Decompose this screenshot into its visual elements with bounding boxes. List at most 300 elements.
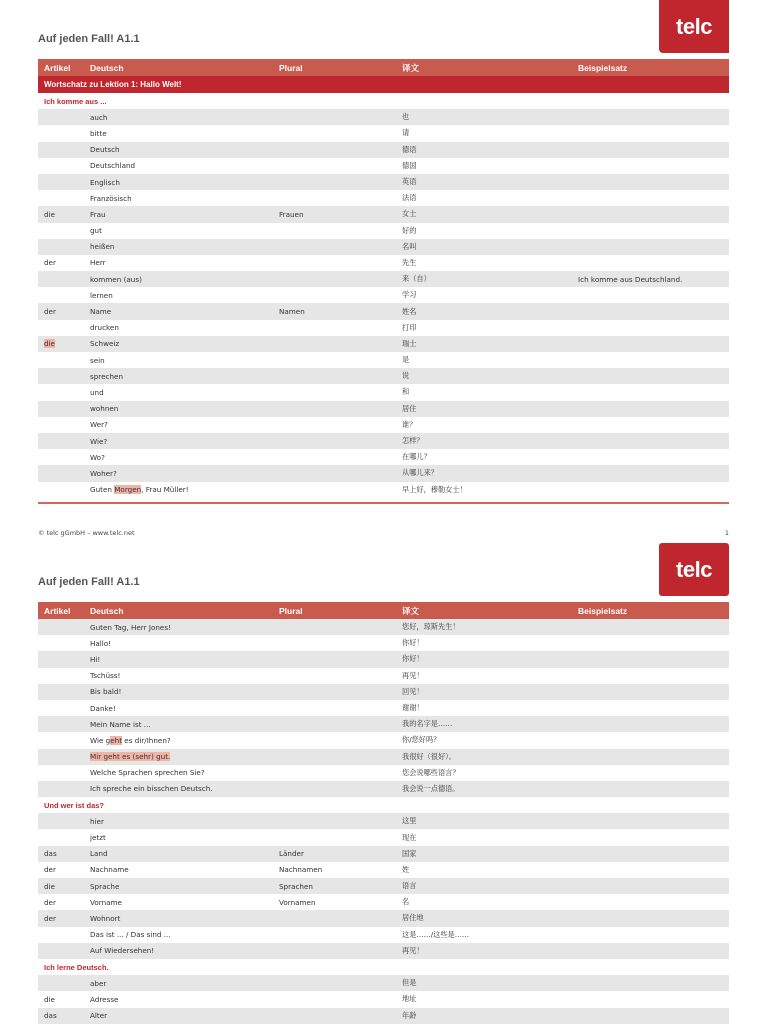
- cell-translation: 说: [396, 368, 572, 384]
- cell-translation: 国家: [396, 846, 572, 862]
- cell-deutsch: lernen: [90, 290, 113, 300]
- cell-plural: [273, 352, 396, 368]
- cell-beispielsatz: [572, 635, 729, 651]
- cell-text: Wie g: [90, 735, 111, 745]
- table-row: [38, 668, 729, 684]
- cell-beispielsatz: [572, 449, 729, 465]
- cell-translation: 谢谢！: [402, 703, 424, 713]
- cell-plural: Nachnamen: [279, 865, 323, 875]
- cell-plural: [273, 125, 396, 141]
- table-row: [38, 684, 729, 700]
- cell-artikel: [38, 125, 84, 141]
- cell-artikel: [38, 482, 84, 498]
- cell-deutsch: Danke!: [90, 703, 116, 713]
- header-deutsch: Deutsch: [84, 602, 273, 619]
- cell-artikel: das: [38, 1008, 84, 1024]
- table-header: [38, 59, 729, 76]
- cell-translation: 再见！: [396, 943, 572, 959]
- cell-translation: 女士: [396, 206, 572, 222]
- cell-beispielsatz: [572, 829, 729, 845]
- cell-deutsch: Hi!: [84, 651, 273, 667]
- cell-artikel: [38, 700, 84, 716]
- table-row: [38, 732, 729, 748]
- cell-plural: [273, 700, 396, 716]
- cell-translation: 英语: [396, 174, 572, 190]
- cell-plural: [273, 765, 396, 781]
- cell-plural: [273, 190, 396, 206]
- cell-beispielsatz: [572, 910, 729, 926]
- cell-translation: 我很好（很好）。: [396, 749, 572, 765]
- cell-plural: [273, 991, 396, 1007]
- cell-artikel: [38, 223, 84, 239]
- cell-deutsch: hier: [84, 813, 273, 829]
- cell-translation: 学习: [402, 290, 417, 300]
- cell-artikel: der: [38, 303, 84, 319]
- cell-deutsch: sein: [90, 355, 105, 365]
- cell-translation: 姓名: [396, 303, 572, 319]
- cell-deutsch: Guten Tag, Herr Jones!: [84, 619, 273, 635]
- cell-deutsch: Nachname: [90, 865, 129, 875]
- table-row: [38, 846, 729, 862]
- cell-translation: 你/您好吗？: [402, 735, 441, 745]
- section-title-row: [38, 93, 729, 109]
- cell-translation: 名叫: [396, 239, 572, 255]
- cell-translation: 年龄: [396, 1008, 572, 1024]
- cell-plural: [273, 336, 396, 352]
- cell-plural: [273, 401, 396, 417]
- cell-deutsch: bitte: [90, 128, 107, 138]
- cell-translation: 德语: [396, 142, 572, 158]
- page-number: 1: [724, 529, 729, 537]
- table-row: [38, 975, 729, 991]
- cell-beispielsatz: [572, 749, 729, 765]
- cell-beispielsatz: [572, 401, 729, 417]
- cell-text: , Frau Müller!: [141, 485, 189, 495]
- cell-plural: [273, 684, 396, 700]
- table-row: [38, 142, 729, 158]
- page-2: [0, 543, 768, 1024]
- cell-beispielsatz: [572, 684, 729, 700]
- cell-beispielsatz: [572, 125, 729, 141]
- cell-artikel: der: [44, 897, 56, 907]
- cell-translation: 您会说哪些语言？: [402, 767, 460, 777]
- table-row: [38, 943, 729, 959]
- cell-plural: [273, 255, 396, 271]
- cell-beispielsatz: [572, 878, 729, 894]
- cell-artikel: [38, 975, 84, 991]
- cell-beispielsatz: [572, 943, 729, 959]
- cell-artikel: [38, 716, 84, 732]
- cell-beispielsatz: [572, 862, 729, 878]
- section-title-row: [38, 959, 729, 975]
- cell-artikel: [38, 158, 84, 174]
- cell-plural: [273, 943, 396, 959]
- cell-beispielsatz: [572, 781, 729, 797]
- cell-text: Guten: [90, 485, 115, 495]
- cell-artikel: [38, 813, 84, 829]
- cell-plural: [273, 109, 396, 125]
- cell-artikel: [38, 781, 84, 797]
- cell-plural: [273, 975, 396, 991]
- cell-deutsch: Englisch: [84, 174, 273, 190]
- cell-translation: 谁？: [402, 419, 417, 429]
- cell-beispielsatz: [572, 239, 729, 255]
- cell-plural: Länder: [273, 846, 396, 862]
- cell-plural: [273, 239, 396, 255]
- cell-deutsch: [84, 732, 273, 748]
- cell-plural: [273, 142, 396, 158]
- cell-beispielsatz: [572, 651, 729, 667]
- cell-plural: Vornamen: [279, 897, 316, 907]
- cell-translation: 但是: [396, 975, 572, 991]
- cell-artikel: [38, 287, 84, 303]
- cell-translation: 请: [402, 128, 410, 138]
- footer-copyright: © telc gGmbH – www.telc.net: [38, 529, 135, 537]
- cell-plural: [273, 829, 396, 845]
- cell-artikel: [38, 943, 84, 959]
- table-row: [38, 368, 729, 384]
- table-row: [38, 384, 729, 400]
- cell-deutsch: wohnen: [84, 401, 273, 417]
- cell-artikel: [38, 635, 84, 651]
- table-row: [38, 927, 729, 943]
- cell-deutsch: [84, 749, 273, 765]
- cell-beispielsatz: [572, 109, 729, 125]
- table-row: [38, 716, 729, 732]
- cell-deutsch: Wohnort: [84, 910, 273, 926]
- cell-translation: 从哪儿来？: [396, 465, 572, 481]
- header-artikel: Artikel: [38, 602, 84, 619]
- cell-deutsch: Deutschland: [90, 161, 136, 171]
- cell-artikel: [38, 765, 84, 781]
- table-row: [38, 749, 729, 765]
- cell-beispielsatz: [572, 206, 729, 222]
- cell-translation: 先生: [402, 257, 417, 267]
- table-row: [38, 619, 729, 635]
- cell-beispielsatz: [572, 846, 729, 862]
- cell-artikel: [38, 384, 84, 400]
- cell-deutsch: auch: [84, 109, 273, 125]
- cell-artikel: [38, 109, 84, 125]
- cell-artikel: [38, 336, 84, 352]
- cell-artikel: [38, 271, 84, 287]
- cell-deutsch: aber: [84, 975, 273, 991]
- table-row: [38, 336, 729, 352]
- cell-plural: [273, 158, 396, 174]
- cell-plural: [273, 384, 396, 400]
- table-row: [38, 862, 729, 878]
- highlighted-text: Mir geht es (sehr) gut.: [90, 752, 171, 762]
- table-row: [38, 271, 729, 287]
- cell-plural: [273, 651, 396, 667]
- cell-translation: 法语: [402, 193, 417, 203]
- cell-artikel: [38, 174, 84, 190]
- cell-deutsch: Woher?: [84, 465, 273, 481]
- cell-deutsch: [84, 482, 273, 498]
- cell-plural: [273, 781, 396, 797]
- cell-beispielsatz: [572, 482, 729, 498]
- table-row: [38, 878, 729, 894]
- cell-translation: 再见！: [402, 670, 424, 680]
- cell-plural: [273, 368, 396, 384]
- vocab-table-page-2: [38, 602, 729, 1024]
- table-row: [38, 635, 729, 651]
- cell-deutsch: Wie?: [84, 433, 273, 449]
- cell-translation: 你好！: [396, 651, 572, 667]
- table-end-line: [38, 502, 729, 504]
- cell-beispielsatz: [572, 975, 729, 991]
- telc-logo: telc: [659, 0, 729, 53]
- cell-plural: Sprachen: [273, 878, 396, 894]
- cell-beispielsatz: [572, 223, 729, 239]
- cell-beispielsatz: [572, 813, 729, 829]
- cell-plural: [273, 1008, 396, 1024]
- cell-plural: [273, 668, 396, 684]
- cell-deutsch: Schweiz: [84, 336, 273, 352]
- cell-deutsch: Adresse: [90, 994, 119, 1004]
- cell-deutsch: Auf Wiedersehen!: [84, 943, 273, 959]
- cell-deutsch: Wer?: [90, 420, 108, 430]
- cell-plural: [273, 465, 396, 481]
- cell-beispielsatz: Ich komme aus Deutschland.: [572, 271, 729, 287]
- lesson-title: Wortschatz zu Lektion 1: Hallo Welt!: [38, 76, 729, 93]
- cell-plural: [273, 174, 396, 190]
- cell-translation: 现在: [402, 832, 417, 842]
- cell-deutsch: sprechen: [84, 368, 273, 384]
- header-deutsch: Deutsch: [84, 59, 273, 76]
- cell-deutsch: Deutsch: [84, 142, 273, 158]
- cell-translation: 来（自）: [396, 271, 572, 287]
- cell-beispielsatz: [572, 190, 729, 206]
- lesson-title-row: [38, 76, 729, 93]
- cell-translation: 德国: [402, 160, 417, 170]
- cell-beispielsatz: [572, 336, 729, 352]
- cell-translation: 打印: [402, 322, 417, 332]
- cell-deutsch: Bis bald!: [84, 684, 273, 700]
- cell-translation: 语言: [396, 878, 572, 894]
- cell-plural: [273, 910, 396, 926]
- cell-artikel: [38, 368, 84, 384]
- table-row: [38, 109, 729, 125]
- cell-translation: 居住地: [396, 910, 572, 926]
- section-title: Ich lerne Deutsch.: [44, 962, 109, 972]
- table-row: [38, 352, 729, 368]
- cell-text: es dir/Ihnen?: [122, 735, 171, 745]
- table-row: [38, 465, 729, 481]
- cell-plural: [273, 619, 396, 635]
- cell-translation: 你好！: [402, 638, 424, 648]
- cell-deutsch: Alter: [84, 1008, 273, 1024]
- cell-translation: 是: [402, 355, 410, 365]
- cell-artikel: [38, 449, 84, 465]
- table-row: [38, 991, 729, 1007]
- cell-deutsch: Mein Name ist ...: [84, 716, 273, 732]
- cell-translation: 这是……/这些是……: [402, 929, 470, 939]
- cell-deutsch: heißen: [84, 239, 273, 255]
- cell-artikel: [38, 749, 84, 765]
- cell-deutsch: Wo?: [90, 452, 105, 462]
- table-row: [38, 206, 729, 222]
- cell-plural: [273, 287, 396, 303]
- cell-translation: 也: [396, 109, 572, 125]
- cell-artikel: [38, 829, 84, 845]
- cell-deutsch: Das ist ... / Das sind ...: [90, 930, 171, 940]
- cell-deutsch: und: [90, 387, 104, 397]
- cell-beispielsatz: [572, 1008, 729, 1024]
- footer: [38, 529, 729, 537]
- cell-artikel: die: [44, 994, 55, 1004]
- table-row: [38, 700, 729, 716]
- table-row: [38, 287, 729, 303]
- cell-beispielsatz: [572, 991, 729, 1007]
- cell-beispielsatz: [572, 158, 729, 174]
- table-row: [38, 894, 729, 910]
- table-row: [38, 158, 729, 174]
- section-title-row: [38, 797, 729, 813]
- cell-beispielsatz: [572, 433, 729, 449]
- cell-beispielsatz: [572, 384, 729, 400]
- header-artikel: Artikel: [38, 59, 84, 76]
- cell-artikel: der: [44, 865, 56, 875]
- cell-translation: 早上好，穆勒女士！: [402, 484, 467, 494]
- cell-translation: 好的: [402, 225, 417, 235]
- cell-artikel: [38, 927, 84, 943]
- table-row: [38, 303, 729, 319]
- cell-beispielsatz: [572, 287, 729, 303]
- cell-translation: 我的名字是……: [396, 716, 572, 732]
- table-row: [38, 829, 729, 845]
- table-row: [38, 320, 729, 336]
- cell-artikel: [38, 732, 84, 748]
- cell-artikel: [38, 320, 84, 336]
- cell-deutsch: Welche Sprachen sprechen Sie?: [90, 768, 205, 778]
- table-row: [38, 910, 729, 926]
- table-row: [38, 401, 729, 417]
- cell-beispielsatz: [572, 894, 729, 910]
- cell-artikel: die: [38, 206, 84, 222]
- cell-artikel: [38, 417, 84, 433]
- table-row: [38, 190, 729, 206]
- cell-artikel: der: [44, 258, 56, 268]
- table-row: [38, 255, 729, 271]
- cell-beispielsatz: [572, 303, 729, 319]
- table-row: [38, 223, 729, 239]
- highlighted-text: die: [44, 339, 55, 349]
- table-row: [38, 651, 729, 667]
- cell-beispielsatz: [572, 668, 729, 684]
- cell-artikel: die: [38, 878, 84, 894]
- table-row: [38, 449, 729, 465]
- table-row: [38, 765, 729, 781]
- table-row: [38, 125, 729, 141]
- cell-deutsch: Herr: [90, 258, 106, 268]
- cell-artikel: [38, 239, 84, 255]
- cell-translation: 这里: [396, 813, 572, 829]
- doc-title: Auf jeden Fall! A1.1: [38, 33, 140, 45]
- cell-plural: [273, 732, 396, 748]
- cell-beispielsatz: [572, 142, 729, 158]
- cell-artikel: [38, 684, 84, 700]
- cell-beispielsatz: [572, 465, 729, 481]
- cell-beispielsatz: [572, 320, 729, 336]
- cell-translation: 怎样？: [396, 433, 572, 449]
- table-row: [38, 1008, 729, 1024]
- highlighted-text: eht: [110, 735, 123, 745]
- cell-artikel: [38, 352, 84, 368]
- cell-translation: 和: [402, 387, 410, 397]
- cell-artikel: [38, 651, 84, 667]
- table-row: [38, 433, 729, 449]
- cell-deutsch: Name: [84, 303, 273, 319]
- cell-artikel: [38, 619, 84, 635]
- cell-translation: 我会说一点德语。: [396, 781, 572, 797]
- table-row: [38, 174, 729, 190]
- cell-artikel: [38, 142, 84, 158]
- cell-artikel: [38, 465, 84, 481]
- cell-plural: Frauen: [273, 206, 396, 222]
- cell-plural: [273, 482, 396, 498]
- table-row: [38, 239, 729, 255]
- cell-beispielsatz: [572, 417, 729, 433]
- cell-beispielsatz: [572, 619, 729, 635]
- cell-deutsch: drucken: [90, 323, 119, 333]
- table-row: [38, 417, 729, 433]
- cell-deutsch: Ich spreche ein bisschen Deutsch.: [84, 781, 273, 797]
- cell-deutsch: Frau: [84, 206, 273, 222]
- header-plural: Plural: [273, 59, 396, 76]
- cell-plural: [273, 927, 396, 943]
- cell-beispielsatz: [572, 716, 729, 732]
- cell-plural: [273, 320, 396, 336]
- table-row: [38, 781, 729, 797]
- table-row: [38, 482, 729, 498]
- cell-translation: 回见！: [396, 684, 572, 700]
- cell-plural: [273, 813, 396, 829]
- doc-title: Auf jeden Fall! A1.1: [38, 576, 140, 588]
- cell-deutsch: kommen (aus): [84, 271, 273, 287]
- cell-plural: [273, 223, 396, 239]
- table-row: [38, 813, 729, 829]
- cell-translation: 您好，琼斯先生！: [396, 619, 572, 635]
- cell-deutsch: Land: [84, 846, 273, 862]
- cell-artikel: das: [38, 846, 84, 862]
- cell-plural: [273, 433, 396, 449]
- table-header: [38, 602, 729, 619]
- cell-deutsch: Vorname: [90, 897, 122, 907]
- cell-artikel: [38, 433, 84, 449]
- cell-beispielsatz: [572, 174, 729, 190]
- cell-deutsch: jetzt: [90, 833, 106, 843]
- cell-plural: [273, 417, 396, 433]
- cell-translation: 瑞士: [396, 336, 572, 352]
- cell-artikel: [38, 190, 84, 206]
- header-translation: 译文: [396, 59, 572, 76]
- cell-artikel: [38, 668, 84, 684]
- section-title: Ich komme aus ...: [44, 96, 107, 106]
- highlighted-text: Morgen: [114, 485, 142, 495]
- cell-plural: Namen: [273, 303, 396, 319]
- vocab-table-page-1: [38, 59, 729, 498]
- cell-translation: 姓: [402, 864, 410, 874]
- header-beispielsatz: Beispielsatz: [572, 59, 729, 76]
- cell-deutsch: gut: [90, 226, 102, 236]
- cell-deutsch: Tschüss!: [90, 671, 121, 681]
- header-translation: 译文: [396, 602, 572, 619]
- cell-beispielsatz: [572, 927, 729, 943]
- cell-translation: 地址: [402, 994, 417, 1004]
- cell-plural: [273, 449, 396, 465]
- cell-plural: [273, 635, 396, 651]
